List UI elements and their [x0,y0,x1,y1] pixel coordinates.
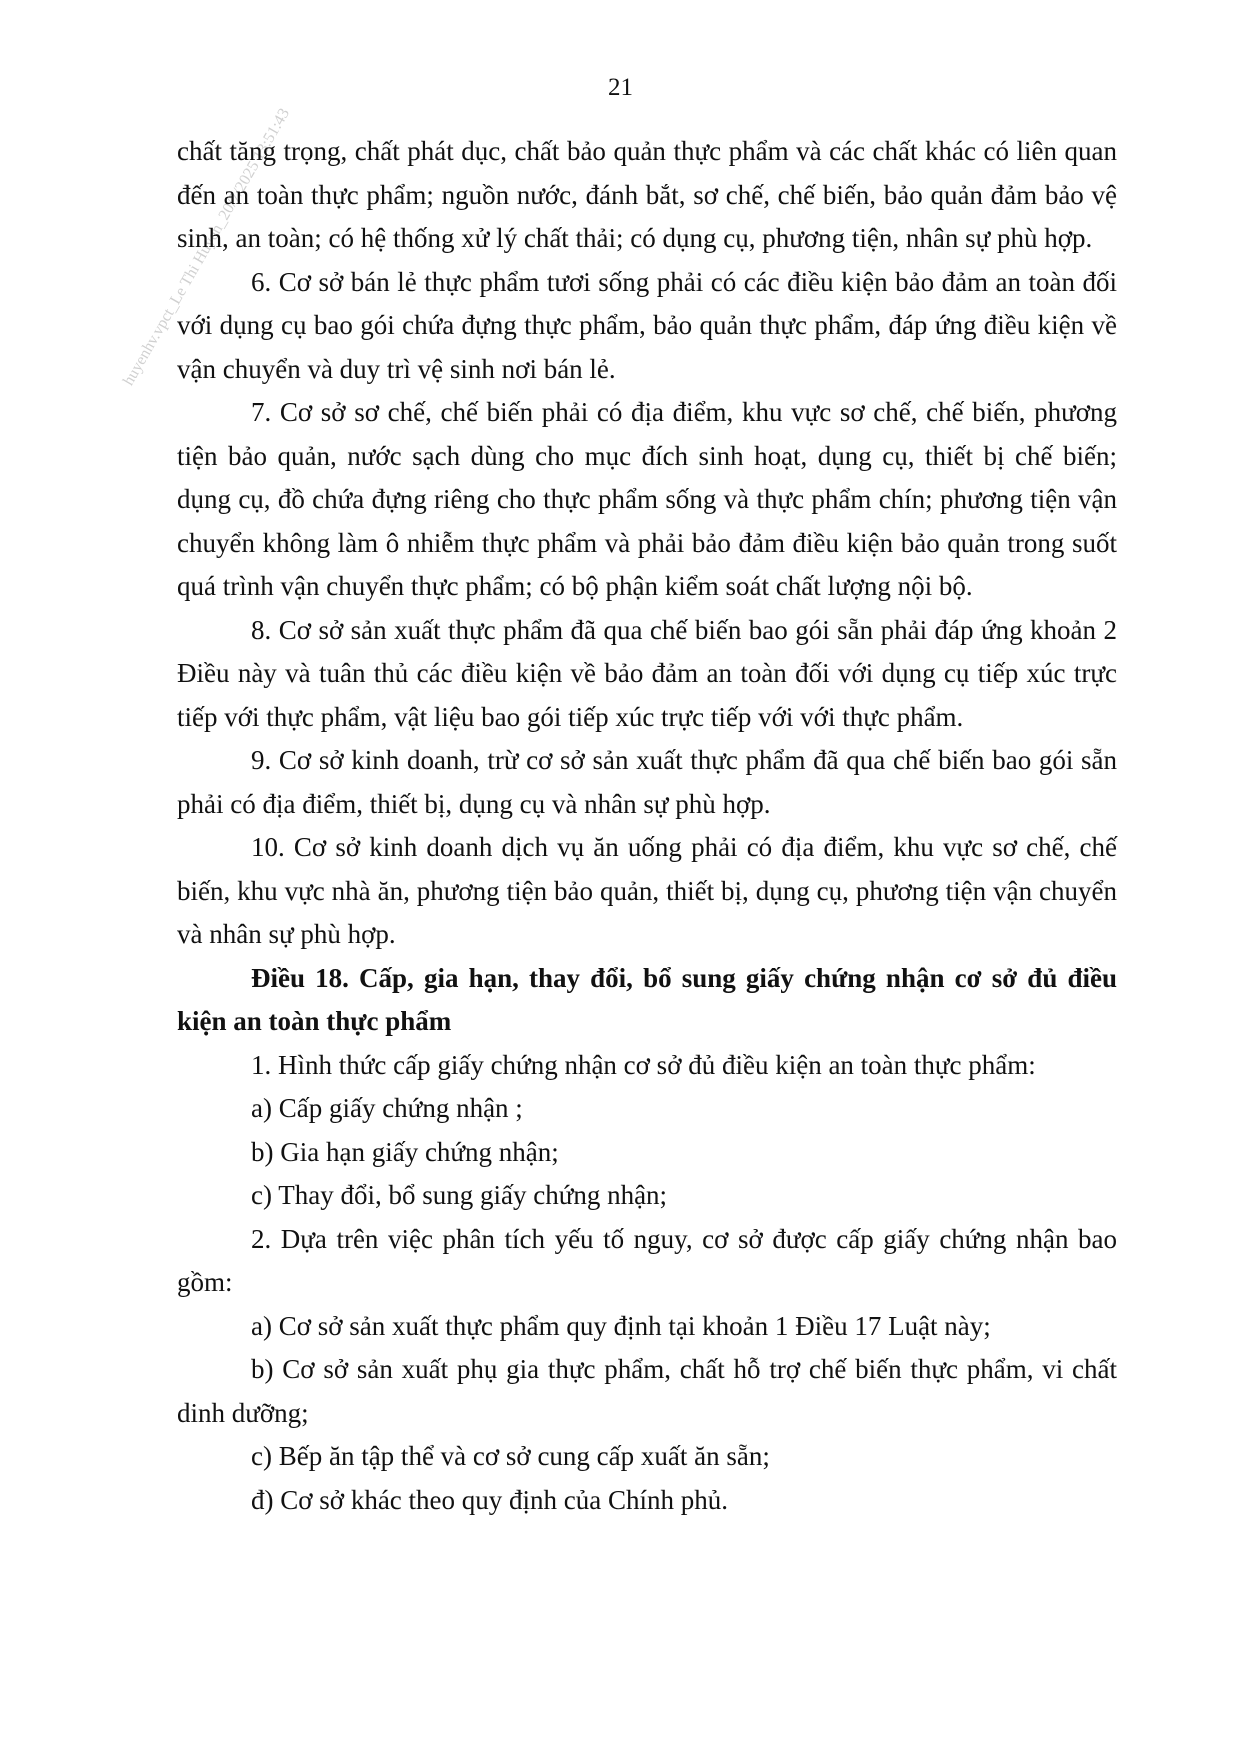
watermark: huyenhv.vpct_Le Thi Huyen_20/7/2025 13:51:43 [120,105,294,389]
document-body [177,130,1117,1522]
clause-1-point-c: c) Thay đổi, bổ sung giấy chứng nhận; [251,1180,668,1210]
paragraph-continuation: chất tăng trọng, chất phát dục, chất bảo quản thực phẩm và các chất khác có liên quan đến an toàn thực phẩm; nguồn nước, đánh bắt, sơ chế, chế biến, bảo quản đảm bảo vệ sinh, an toàn; có hệ thống xử lý chất thải; có dụng cụ, phương tiện, nhân sự phù hợp. [177,136,1117,253]
clause-1-point-b: b) Gia hạn giấy chứng nhận; [251,1136,559,1167]
paragraph-item-10: 10. Cơ sở kinh doanh dịch vụ ăn uống phải có địa điểm, khu vực sơ chế, chế biến, khu vực nhà ăn, phương tiện bảo quản, thiết bị, dụng cụ, phương tiện vận chuyển và nhân sự phù hợp. [177,832,1117,949]
clause-2-point-a: a) Cơ sở sản xuất thực phẩm quy định tại khoản 1 Điều 17 Luật này; [251,1310,991,1341]
paragraph-item-8: 8. Cơ sở sản xuất thực phẩm đã qua chế biến bao gói sẵn phải đáp ứng khoản 2 Điều này và tuân thủ các điều kiện về bảo đảm an toàn đối với dụng cụ tiếp xúc trực tiếp với thực phẩm, vật liệu bao gói tiếp xúc trực tiếp với với thực phẩm. [177,614,1117,732]
article-18-heading: Điều 18. Cấp, gia hạn, thay đổi, bổ sung giấy chứng nhận cơ sở đủ điều kiện an toàn thực phẩm [177,962,1117,1036]
clause-2-point-b: b) Cơ sở sản xuất phụ gia thực phẩm, chất hỗ trợ chế biến thực phẩm, vi chất dinh dưỡng; [177,1354,1117,1428]
clause-2-point-c: c) Bếp ăn tập thể và cơ sở cung cấp xuất ăn sẵn; [251,1441,770,1471]
clause-1: 1. Hình thức cấp giấy chứng nhận cơ sở đủ điều kiện an toàn thực phẩm: [251,1049,1036,1080]
paragraph-item-9: 9. Cơ sở kinh doanh, trừ cơ sở sản xuất thực phẩm đã qua chế biến bao gói sẵn phải có địa điểm, thiết bị, dụng cụ và nhân sự phù hợp. [177,745,1117,819]
clause-2-point-d: đ) Cơ sở khác theo quy định của Chính phủ. [251,1484,728,1515]
paragraph-item-6: 6. Cơ sở bán lẻ thực phẩm tươi sống phải có các điều kiện bảo đảm an toàn đối với dụng cụ bao gói chứa đựng thực phẩm, bảo quản thực phẩm, đáp ứng điều kiện về vận chuyển và duy trì vệ sinh nơi bán lẻ. [177,266,1117,384]
page-number: 21 [608,74,633,101]
clause-2: 2. Dựa trên việc phân tích yếu tố nguy, cơ sở được cấp giấy chứng nhận bao gồm: [177,1223,1117,1297]
paragraph-item-7: 7. Cơ sở sơ chế, chế biến phải có địa điểm, khu vực sơ chế, chế biến, phương tiện bảo quản, nước sạch dùng cho mục đích sinh hoạt, dụng cụ, thiết bị chế biến; dụng cụ, đồ chứa đựng riêng cho thực phẩm sống và thực phẩm chín; phương tiện vận chuyển không làm ô nhiễm thực phẩm và phải bảo đảm điều kiện bảo quản trong suốt quá trình vận chuyển thực phẩm; có bộ phận kiểm soát chất lượng nội bộ. [177,397,1117,601]
clause-1-point-a: a) Cấp giấy chứng nhận ; [251,1093,523,1123]
